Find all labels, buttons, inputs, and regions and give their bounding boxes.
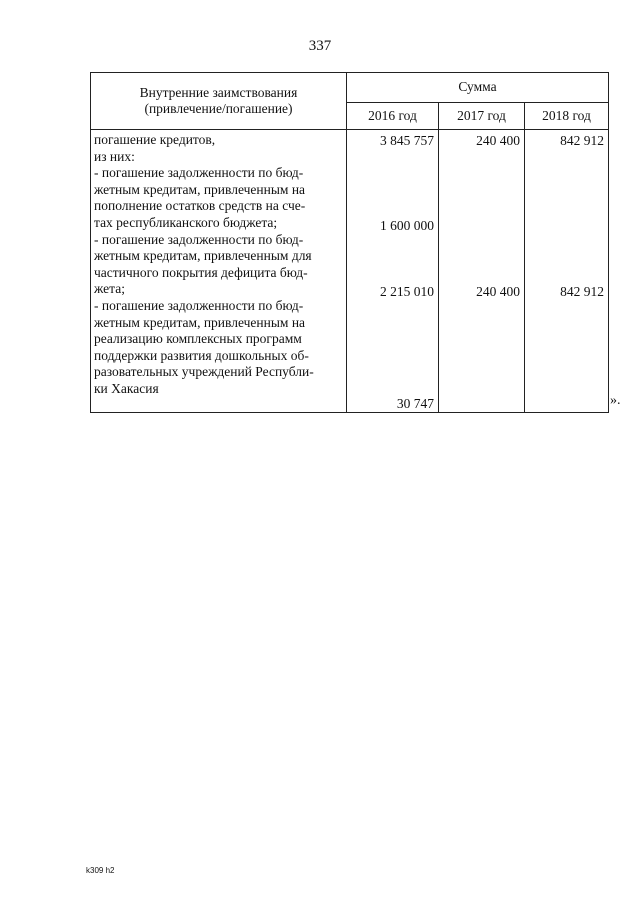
header-year-2017: 2017 год bbox=[439, 102, 525, 129]
desc-line: разовательных учреждений Республи- bbox=[94, 364, 314, 380]
value-total-2016: 3 845 757 bbox=[380, 133, 434, 148]
page-number: 337 bbox=[308, 38, 332, 54]
desc-line: поддержки развития дошкольных об- bbox=[94, 347, 309, 363]
desc-line: ки Хакасия bbox=[94, 380, 159, 396]
desc-line: частичного покрытия дефицита бюд- bbox=[94, 264, 308, 280]
column-2018 bbox=[525, 130, 609, 413]
value-deficit-2016: 2 215 010 bbox=[380, 284, 434, 299]
desc-line: - погашение задолженности по бюд- bbox=[94, 231, 304, 247]
column-2017 bbox=[439, 130, 525, 413]
desc-line: реализацию комплексных программ bbox=[94, 331, 302, 347]
closing-quote: ». bbox=[610, 393, 621, 408]
value-total-2018: 842 912 bbox=[560, 133, 604, 148]
header-borrowings-line1: Внутренние заимствования bbox=[139, 85, 298, 100]
desc-line: жетным кредитам, привлеченным на bbox=[94, 181, 306, 197]
value-balance-2016: 1 600 000 bbox=[380, 218, 434, 233]
desc-line: тах республиканского бюджета; bbox=[94, 214, 278, 230]
header-sum: Сумма bbox=[347, 73, 609, 103]
desc-line: жетным кредитам, привлеченным на bbox=[94, 314, 306, 330]
desc-line: жетным кредитам, привлеченным для bbox=[94, 248, 312, 264]
header-borrowings-line2: (привлечение/погашение) bbox=[144, 101, 293, 116]
value-preschool-2016: 30 747 bbox=[396, 396, 434, 411]
header-year-2016: 2016 год bbox=[347, 102, 439, 129]
value-deficit-2018: 842 912 bbox=[560, 284, 604, 299]
desc-line: из них: bbox=[94, 148, 135, 164]
desc-line: погашение кредитов, bbox=[94, 132, 216, 147]
desc-line: - погашение задолженности по бюд- bbox=[94, 165, 304, 181]
footer-code: k309 h2 bbox=[86, 866, 115, 875]
value-total-2017: 240 400 bbox=[476, 133, 520, 148]
desc-line: - погашение задолженности по бюд- bbox=[94, 297, 304, 313]
header-year-2018: 2018 год bbox=[525, 102, 609, 129]
header-borrowings bbox=[91, 73, 347, 130]
value-deficit-2017: 240 400 bbox=[476, 284, 520, 299]
desc-line: пополнение остатков средств на сче- bbox=[94, 198, 306, 214]
desc-line: жета; bbox=[94, 281, 125, 297]
description-cell bbox=[91, 130, 347, 413]
column-2016 bbox=[347, 130, 439, 413]
borrowings-table bbox=[90, 72, 609, 413]
